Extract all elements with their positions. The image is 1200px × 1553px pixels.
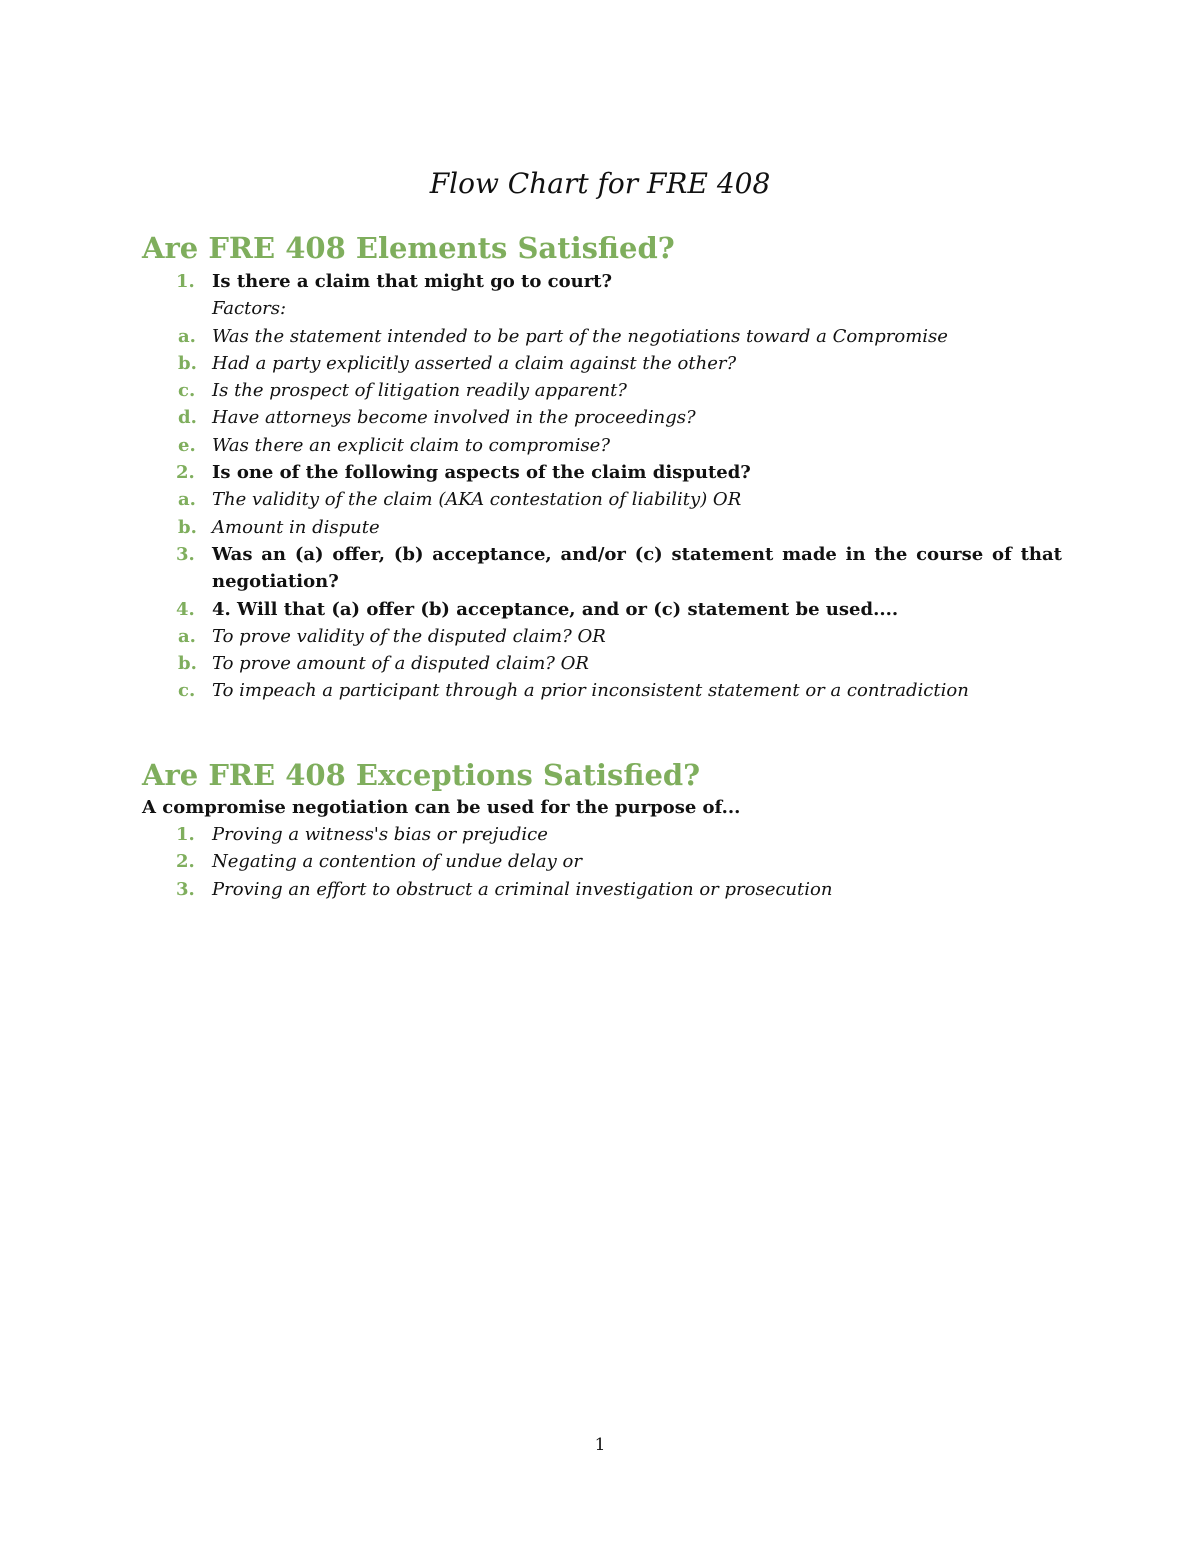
list-letter: c.	[178, 380, 196, 402]
list-number: 3.	[176, 878, 195, 900]
factor-item	[142, 350, 1062, 377]
element-question: 4. Will that (a) offer (b) acceptance, and or (c) statement be used....	[212, 598, 899, 620]
elements-section	[142, 229, 1062, 705]
list-number: 1.	[176, 824, 195, 845]
aspect-text: Amount in dispute	[212, 516, 380, 538]
list-letter: c.	[178, 680, 196, 702]
factor-item	[142, 404, 1062, 431]
list-letter: a.	[178, 489, 196, 511]
element-question: Is there a claim that might go to court?	[212, 271, 613, 292]
list-number: 3.	[176, 543, 195, 565]
element-item-4	[142, 596, 1062, 623]
list-letter: a.	[178, 625, 196, 647]
elements-heading: Are FRE 408 Elements Satisfied?	[142, 231, 675, 265]
use-text: To impeach a participant through a prior inconsistent statement or a contradiction	[212, 680, 969, 702]
use-item	[142, 650, 1062, 677]
use-text: To prove amount of a disputed claim? OR	[212, 653, 589, 675]
factor-text: Had a party explicitly asserted a claim against the other?	[212, 352, 737, 374]
list-letter: b.	[178, 653, 197, 675]
element-question: Was an (a) offer, (b) acceptance, and/or (c) statement made in the course of that negotiation?	[212, 543, 1062, 593]
element-item-3	[142, 541, 1062, 596]
list-number: 4.	[176, 598, 195, 620]
list-number: 2.	[176, 462, 195, 484]
use-item	[142, 623, 1062, 650]
exceptions-intro: A compromise negotiation can be used for the purpose of...	[142, 797, 741, 818]
factor-item	[142, 377, 1062, 404]
factors-label: Factors:	[212, 298, 287, 320]
aspect-item	[142, 514, 1062, 541]
aspect-text: The validity of the claim (AKA contestation of liability) OR	[212, 489, 742, 511]
factor-text: Was the statement intended to be part of the negotiations toward a Compromise	[212, 325, 948, 347]
exceptions-section	[142, 756, 1062, 903]
list-letter: a.	[178, 325, 196, 347]
exception-text: Negating a contention of undue delay or	[212, 851, 582, 873]
list-letter: b.	[178, 352, 197, 374]
exception-item	[142, 848, 1062, 875]
list-number: 1.	[176, 271, 195, 292]
exception-item	[142, 821, 1062, 848]
factor-text: Was there an explicit claim to compromise?	[212, 434, 610, 456]
aspect-item	[142, 486, 1062, 513]
exceptions-heading: Are FRE 408 Exceptions Satisfied?	[142, 758, 701, 792]
factor-text: Have attorneys become involved in the proceedings?	[212, 407, 696, 429]
document-title: Flow Chart for FRE 408	[429, 167, 771, 200]
factor-item	[142, 323, 1062, 350]
exception-text: Proving a witness's bias or prejudice	[212, 824, 548, 845]
element-question: Is one of the following aspects of the claim disputed?	[212, 462, 751, 484]
use-text: To prove validity of the disputed claim? OR	[212, 625, 606, 647]
factor-text: Is the prospect of litigation readily apparent?	[212, 380, 627, 402]
element-item-1	[142, 268, 1062, 295]
list-letter: d.	[178, 407, 197, 429]
list-letter: b.	[178, 516, 197, 538]
factor-item	[142, 432, 1062, 459]
use-item	[142, 677, 1062, 704]
exception-item	[142, 876, 1062, 903]
list-letter: e.	[178, 434, 196, 456]
page-number: 1	[594, 1435, 606, 1455]
exception-text: Proving an effort to obstruct a criminal investigation or prosecution	[212, 878, 833, 900]
list-number: 2.	[176, 851, 195, 873]
element-item-2	[142, 459, 1062, 486]
